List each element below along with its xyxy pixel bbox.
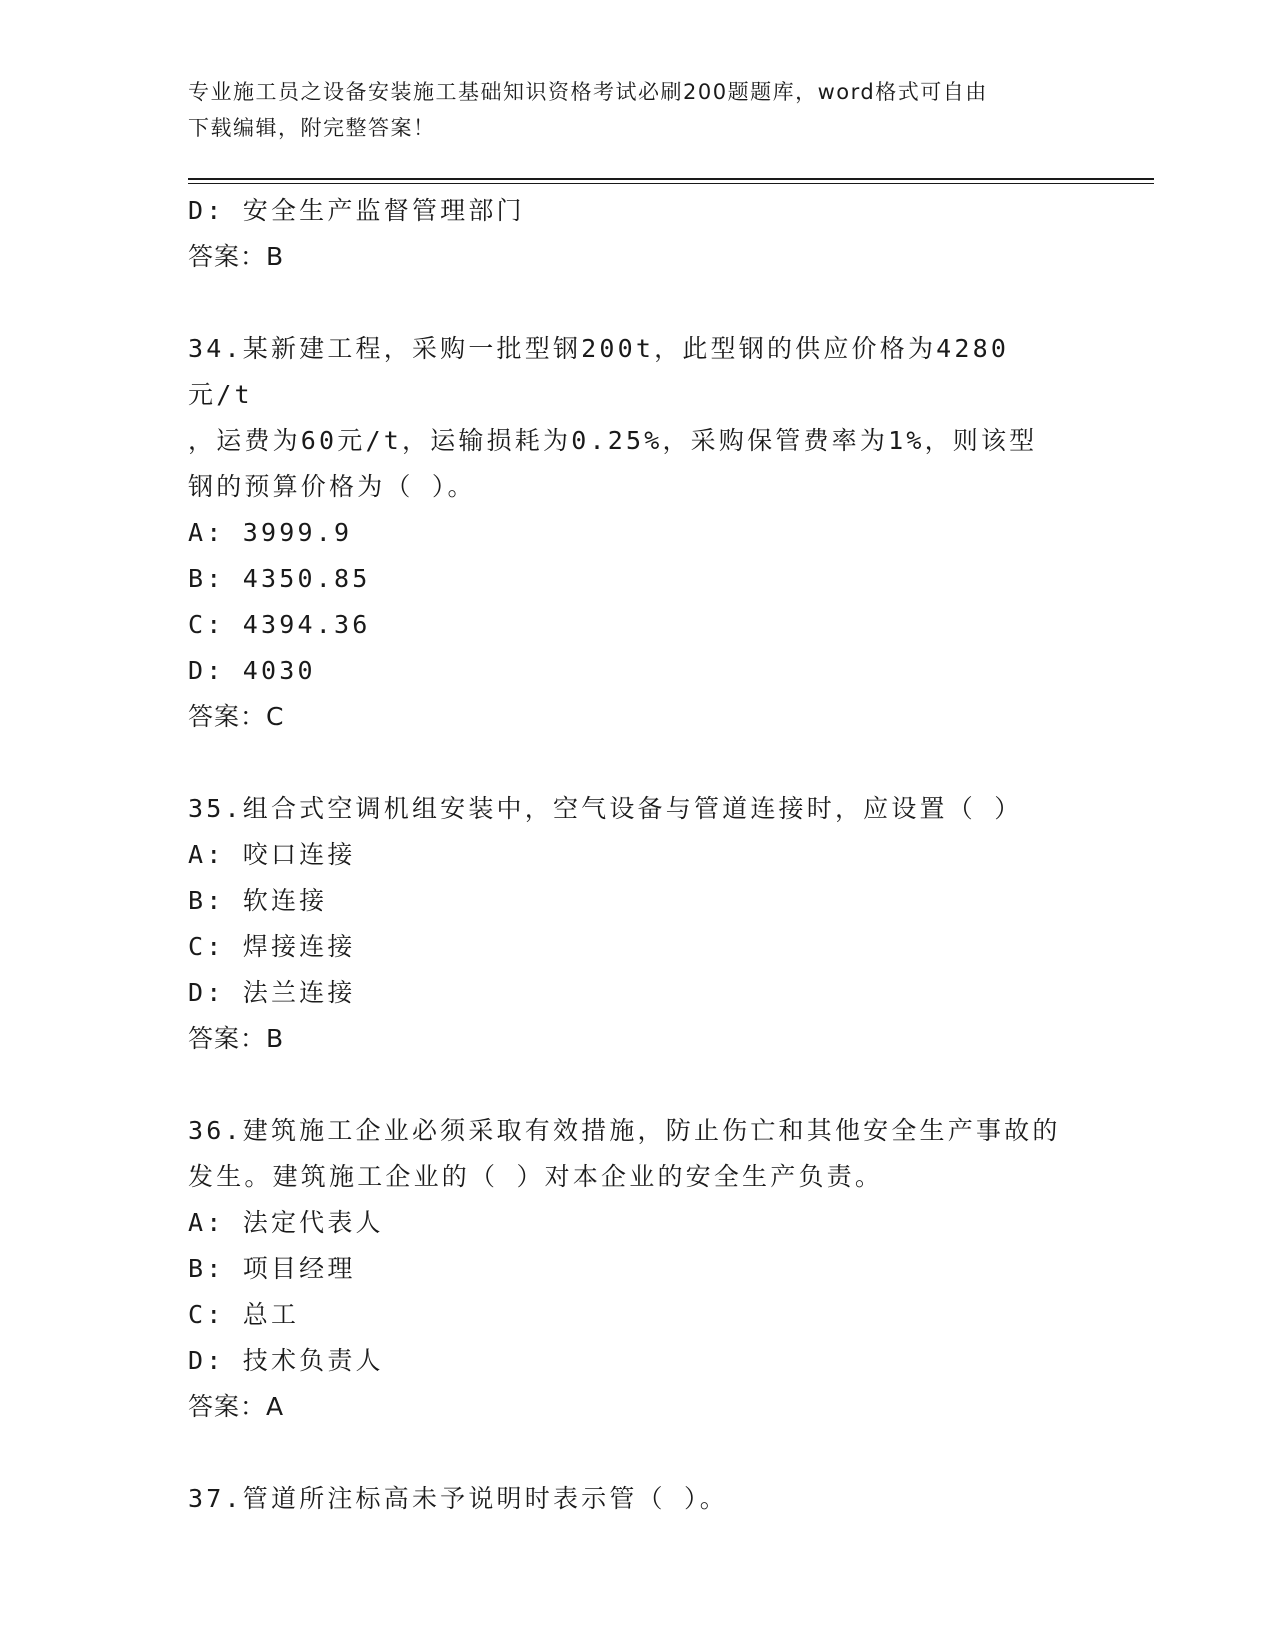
- option-b: B: 4350.85: [188, 564, 371, 593]
- question-stem-line: 37.管道所注标高未予说明时表示管（ ）。: [188, 1484, 728, 1513]
- document-header: [188, 74, 1068, 146]
- question-35: [188, 786, 1088, 1062]
- option-c: C: 4394.36: [188, 610, 371, 639]
- option-d: D: 4030: [188, 656, 316, 685]
- question-stem-line: 34.某新建工程，采购一批型钢200t，此型钢的供应价格为4280元/t: [188, 334, 1010, 409]
- spacer: [188, 1062, 1088, 1108]
- prev-option-d: D: 安全生产监督管理部门: [188, 196, 525, 225]
- option-c: C: 焊接连接: [188, 932, 356, 961]
- answer: 答案：B: [188, 1024, 285, 1053]
- answer: 答案：C: [188, 702, 285, 731]
- option-d: D: 技术负责人: [188, 1346, 384, 1375]
- option-a: A: 咬口连接: [188, 840, 356, 869]
- spacer: [188, 280, 1088, 326]
- prev-answer: 答案：B: [188, 242, 285, 271]
- question-34: [188, 326, 1088, 740]
- spacer: [188, 1430, 1088, 1476]
- answer: 答案：A: [188, 1392, 285, 1421]
- option-a: A: 法定代表人: [188, 1208, 384, 1237]
- question-stem-line: 36.建筑施工企业必须采取有效措施，防止伤亡和其他安全生产事故的: [188, 1116, 1061, 1145]
- question-37: [188, 1476, 1088, 1522]
- header-line-1: 专业施工员之设备安装施工基础知识资格考试必刷200题题库，word格式可自由: [188, 80, 988, 104]
- question-36: [188, 1108, 1088, 1430]
- option-b: B: 软连接: [188, 886, 328, 915]
- option-b: B: 项目经理: [188, 1254, 356, 1283]
- question-stem-line: 发生。建筑施工企业的（ ）对本企业的安全生产负责。: [188, 1162, 884, 1191]
- header-rule-thick: [188, 178, 1154, 180]
- question-content: [188, 188, 1088, 1522]
- option-d: D: 法兰连接: [188, 978, 356, 1007]
- option-c: C: 总工: [188, 1300, 300, 1329]
- header-rule-thin: [188, 183, 1154, 184]
- option-a: A: 3999.9: [188, 518, 353, 547]
- question-stem-line: ，运费为60元/t，运输损耗为0.25%，采购保管费率为1%，则该型: [188, 426, 1038, 455]
- spacer: [188, 740, 1088, 786]
- question-stem-line: 钢的预算价格为（ ）。: [188, 472, 476, 501]
- header-line-2: 下载编辑，附完整答案！: [188, 116, 436, 140]
- question-stem-line: 35.组合式空调机组安装中，空气设备与管道连接时，应设置（ ）: [188, 794, 1023, 823]
